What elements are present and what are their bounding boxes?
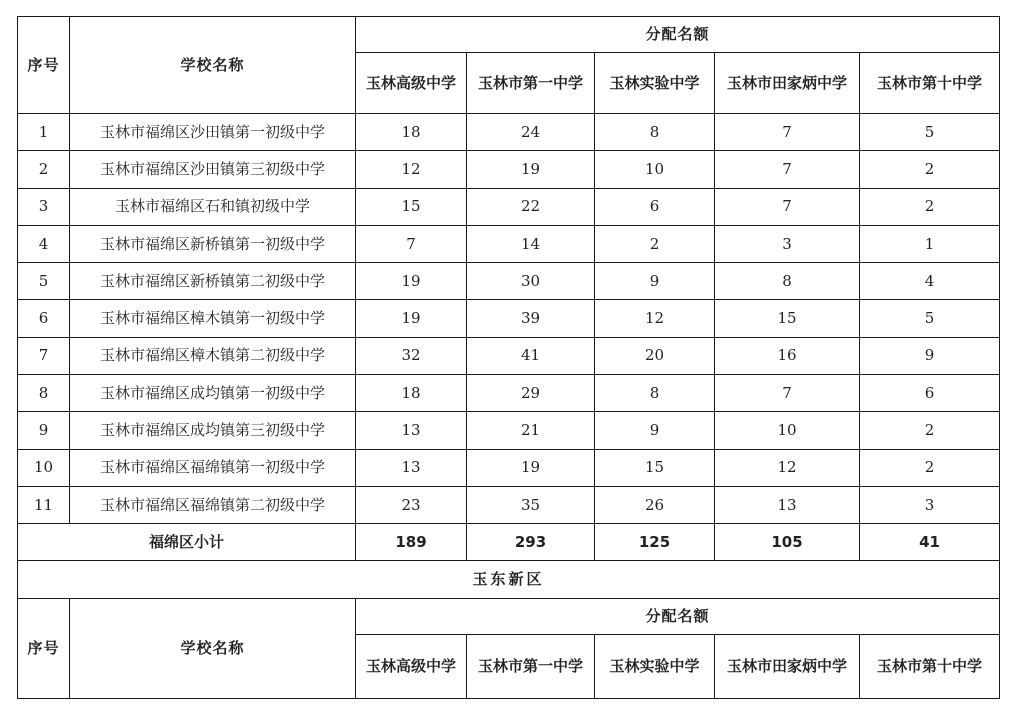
- table-row: [18, 114, 1000, 151]
- row-number: 6: [18, 300, 70, 337]
- header-target-school: 玉林高级中学: [356, 53, 467, 114]
- quota-cell: 2: [860, 412, 1000, 449]
- quota-cell: 3: [860, 486, 1000, 523]
- quota-cell: 21: [467, 412, 595, 449]
- quota-cell: 7: [715, 114, 860, 151]
- quota-cell: 20: [595, 337, 715, 374]
- quota-cell: 9: [595, 412, 715, 449]
- quota-cell: 35: [467, 486, 595, 523]
- header-seq: 序号: [18, 599, 70, 699]
- school-name: 玉林市福绵区樟木镇第二初级中学: [70, 337, 356, 374]
- school-name: 玉林市福绵区新桥镇第二初级中学: [70, 263, 356, 300]
- table-row: [18, 337, 1000, 374]
- allocation-table: [17, 16, 1000, 699]
- school-name: 玉林市福绵区成均镇第三初级中学: [70, 412, 356, 449]
- table-row: [18, 300, 1000, 337]
- header-target-school: 玉林高级中学: [356, 635, 467, 699]
- quota-cell: 41: [467, 337, 595, 374]
- quota-cell: 16: [715, 337, 860, 374]
- school-name: 玉林市福绵区沙田镇第一初级中学: [70, 114, 356, 151]
- school-name: 玉林市福绵区樟木镇第一初级中学: [70, 300, 356, 337]
- quota-cell: 12: [595, 300, 715, 337]
- quota-cell: 10: [595, 151, 715, 188]
- header-seq: 序号: [18, 17, 70, 114]
- row-number: 11: [18, 486, 70, 523]
- subtotal-value: 41: [860, 524, 1000, 561]
- subtotal-value: 293: [467, 524, 595, 561]
- quota-cell: 12: [715, 449, 860, 486]
- school-name: 玉林市福绵区福绵镇第二初级中学: [70, 486, 356, 523]
- table-row: [18, 449, 1000, 486]
- school-name: 玉林市福绵区新桥镇第一初级中学: [70, 225, 356, 262]
- quota-cell: 10: [715, 412, 860, 449]
- row-number: 8: [18, 375, 70, 412]
- table-row: [18, 412, 1000, 449]
- quota-cell: 30: [467, 263, 595, 300]
- header-target-school: 玉林市第十中学: [860, 53, 1000, 114]
- quota-cell: 2: [860, 449, 1000, 486]
- table-row: [18, 486, 1000, 523]
- quota-cell: 19: [467, 151, 595, 188]
- school-name: 玉林市福绵区石和镇初级中学: [70, 188, 356, 225]
- quota-cell: 15: [715, 300, 860, 337]
- header-target-school: 玉林市田家炳中学: [715, 53, 860, 114]
- table-body: [18, 114, 1000, 524]
- header-target-school: 玉林市第一中学: [467, 53, 595, 114]
- quota-cell: 6: [595, 188, 715, 225]
- quota-cell: 18: [356, 375, 467, 412]
- table-row: [18, 375, 1000, 412]
- quota-cell: 8: [595, 114, 715, 151]
- row-number: 3: [18, 188, 70, 225]
- section-title: 玉东新区: [18, 561, 1000, 599]
- quota-cell: 15: [595, 449, 715, 486]
- quota-cell: 5: [860, 114, 1000, 151]
- quota-cell: 39: [467, 300, 595, 337]
- quota-cell: 18: [356, 114, 467, 151]
- quota-cell: 32: [356, 337, 467, 374]
- quota-cell: 5: [860, 300, 1000, 337]
- quota-cell: 19: [467, 449, 595, 486]
- header-target-school: 玉林实验中学: [595, 635, 715, 699]
- quota-cell: 9: [860, 337, 1000, 374]
- subtotal-label: 福绵区小计: [18, 524, 356, 561]
- subtotal-value: 125: [595, 524, 715, 561]
- row-number: 2: [18, 151, 70, 188]
- quota-cell: 19: [356, 263, 467, 300]
- quota-cell: 9: [595, 263, 715, 300]
- quota-cell: 14: [467, 225, 595, 262]
- quota-cell: 7: [715, 375, 860, 412]
- quota-cell: 12: [356, 151, 467, 188]
- quota-cell: 15: [356, 188, 467, 225]
- row-number: 10: [18, 449, 70, 486]
- header-target-school: 玉林市田家炳中学: [715, 635, 860, 699]
- table-row: [18, 151, 1000, 188]
- header-target-school: 玉林市第一中学: [467, 635, 595, 699]
- quota-cell: 29: [467, 375, 595, 412]
- quota-cell: 8: [715, 263, 860, 300]
- table-row: [18, 263, 1000, 300]
- school-name: 玉林市福绵区成均镇第一初级中学: [70, 375, 356, 412]
- quota-cell: 22: [467, 188, 595, 225]
- subtotal-value: 105: [715, 524, 860, 561]
- school-name: 玉林市福绵区福绵镇第一初级中学: [70, 449, 356, 486]
- quota-cell: 8: [595, 375, 715, 412]
- quota-cell: 24: [467, 114, 595, 151]
- row-number: 9: [18, 412, 70, 449]
- quota-cell: 7: [715, 151, 860, 188]
- table-row: [18, 225, 1000, 262]
- row-number: 7: [18, 337, 70, 374]
- quota-cell: 19: [356, 300, 467, 337]
- quota-cell: 2: [860, 151, 1000, 188]
- quota-cell: 26: [595, 486, 715, 523]
- quota-cell: 4: [860, 263, 1000, 300]
- quota-cell: 23: [356, 486, 467, 523]
- row-number: 4: [18, 225, 70, 262]
- quota-cell: 13: [356, 412, 467, 449]
- header-school-name: 学校名称: [70, 599, 356, 699]
- quota-cell: 3: [715, 225, 860, 262]
- subtotal-value: 189: [356, 524, 467, 561]
- quota-cell: 1: [860, 225, 1000, 262]
- header-school-name: 学校名称: [70, 17, 356, 114]
- header-target-school: 玉林市第十中学: [860, 635, 1000, 699]
- quota-cell: 13: [715, 486, 860, 523]
- row-number: 1: [18, 114, 70, 151]
- school-name: 玉林市福绵区沙田镇第三初级中学: [70, 151, 356, 188]
- quota-cell: 7: [356, 225, 467, 262]
- subtotal-row: [18, 524, 1000, 561]
- header-target-school: 玉林实验中学: [595, 53, 715, 114]
- quota-cell: 2: [595, 225, 715, 262]
- header-allocation: 分配名额: [356, 17, 1000, 53]
- quota-cell: 13: [356, 449, 467, 486]
- quota-cell: 6: [860, 375, 1000, 412]
- row-number: 5: [18, 263, 70, 300]
- table-row: [18, 188, 1000, 225]
- header-allocation: 分配名额: [356, 599, 1000, 635]
- quota-cell: 7: [715, 188, 860, 225]
- quota-cell: 2: [860, 188, 1000, 225]
